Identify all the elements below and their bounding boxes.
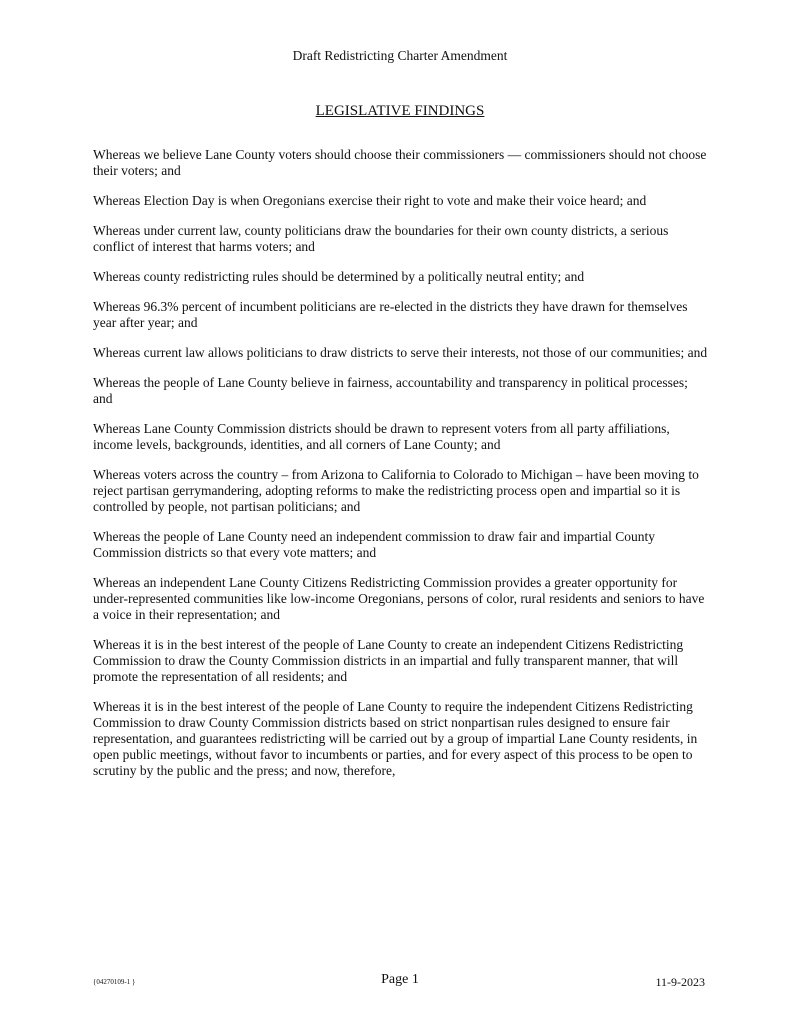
footer-document-id: {04270109-1 } xyxy=(93,978,136,986)
finding-paragraph: Whereas current law allows politicians to draw districts to serve their interests, not those of our communities; and xyxy=(93,345,708,360)
findings-body xyxy=(93,147,708,793)
finding-paragraph: Whereas voters across the country – from Arizona to California to Colorado to Michigan – have been moving to reject partisan gerrymandering, adopting reforms to make the redistricting process open and impartial so it is controlled by people, not partisan politicians; and xyxy=(93,467,699,514)
finding-paragraph: Whereas Election Day is when Oregonians exercise their right to vote and make their voice heard; and xyxy=(93,193,647,208)
footer-page-number: Page 1 xyxy=(381,972,419,987)
finding-paragraph: Whereas it is in the best interest of the people of Lane County to require the independent Citizens Redistricting Commission to draw County Commission districts based on strict nonpartisan rules designed to ensure fair representation, and guarantees redistricting will be carried out by a group of impartial Lane County residents, in open public meetings, without favor to incumbents or parties, and for every aspect of this process to be open to scrutiny by the public and the press; and now, therefore, xyxy=(93,699,698,778)
section-title: LEGISLATIVE FINDINGS xyxy=(315,103,485,119)
finding-paragraph: Whereas the people of Lane County need an independent commission to draw fair and impartial County Commission districts so that every vote matters; and xyxy=(93,529,655,560)
footer-date: 11-9-2023 xyxy=(655,975,705,989)
finding-paragraph: Whereas it is in the best interest of the people of Lane County to create an independent Citizens Redistricting Commission to draw the County Commission districts in an impartial and fully transparent manner, that will promote the representation of all residents; and xyxy=(93,637,684,684)
finding-paragraph: Whereas under current law, county politicians draw the boundaries for their own county districts, a serious conflict of interest that harms voters; and xyxy=(93,223,669,254)
finding-paragraph: Whereas county redistricting rules should be determined by a politically neutral entity; and xyxy=(93,269,585,284)
finding-paragraph: Whereas 96.3% percent of incumbent politicians are re-elected in the districts they have drawn for themselves year after year; and xyxy=(93,299,688,330)
finding-paragraph: Whereas the people of Lane County believe in fairness, accountability and transparency in political processes; and xyxy=(93,375,688,406)
finding-paragraph: Whereas an independent Lane County Citizens Redistricting Commission provides a greater opportunity for under-represented communities like low-income Oregonians, persons of color, rural residents and seniors to have a voice in their representation; and xyxy=(93,575,705,622)
document-header: Draft Redistricting Charter Amendment xyxy=(292,48,508,63)
finding-paragraph: Whereas Lane County Commission districts should be drawn to represent voters from all party affiliations, income levels, backgrounds, identities, and all corners of Lane County; and xyxy=(93,421,670,452)
finding-paragraph: Whereas we believe Lane County voters should choose their commissioners — commissioners should not choose their voters; and xyxy=(93,147,707,178)
